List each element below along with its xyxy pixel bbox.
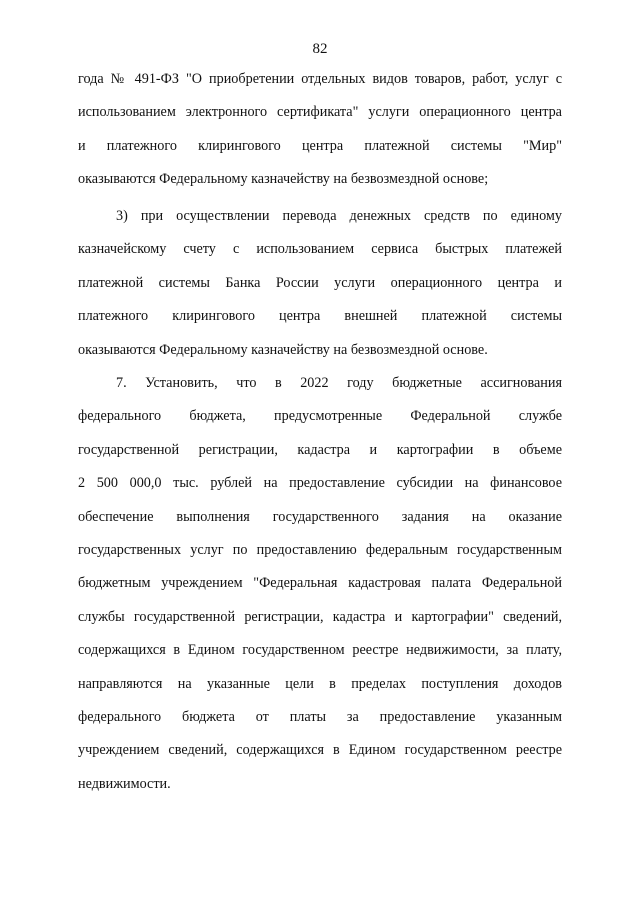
text-line: использованием электронного сертификата" услуги операционного центра [78, 104, 562, 121]
text-line: направляются на указанные цели в пределах поступления доходов [78, 675, 562, 692]
text-line: содержащихся в Едином государственном реестре недвижимости, за плату, [78, 642, 562, 659]
text-line: государственных услуг по предоставлению федеральным государственным [78, 541, 562, 558]
text-line: оказываются Федеральному казначейству на безвозмездной основе; [78, 171, 489, 188]
text-line: года № 491-ФЗ "О приобретении отдельных видов товаров, работ, услуг с [78, 71, 562, 87]
text-line: 2 500 000,0 тыс. рублей на предоставление субсидии на финансовое [78, 475, 562, 492]
paragraph-2 [78, 200, 562, 367]
text-line: учреждением сведений, содержащихся в Едином государственном реестре [78, 742, 562, 759]
text-line: 3) при осуществлении перевода денежных средств по единому [116, 208, 562, 224]
paragraph-text [78, 200, 562, 367]
text-line: платежного клирингового центра внешней платежной системы [78, 308, 562, 325]
text-line: и платежного клирингового центра платежной системы "Мир" [78, 137, 562, 154]
paragraph-text [78, 63, 562, 197]
text-line: казначейскому счету с использованием сервиса быстрых платежей [78, 241, 562, 258]
text-line: государственной регистрации, кадастра и картографии в объеме [78, 441, 562, 458]
text-line: 7. Установить, что в 2022 году бюджетные ассигнования [116, 375, 562, 391]
text-line: платежной системы Банка России услуги операционного центра и [78, 274, 562, 291]
page-number: 82 [312, 41, 328, 57]
paragraph-3 [78, 367, 562, 801]
text-line: федерального бюджета от платы за предоставление указанным [78, 708, 562, 725]
text-line: недвижимости. [78, 775, 171, 792]
paragraph-text [78, 367, 562, 801]
text-line: федерального бюджета, предусмотренные Федеральной службе [78, 408, 562, 425]
paragraph-1 [78, 63, 562, 197]
text-line: обеспечение выполнения государственного задания на оказание [78, 508, 562, 525]
text-line: оказываются Федеральному казначейству на безвозмездной основе. [78, 341, 488, 358]
text-line: службы государственной регистрации, кадастра и картографии" сведений, [78, 608, 562, 625]
text-line: бюджетным учреждением "Федеральная кадастровая палата Федеральной [78, 575, 562, 592]
